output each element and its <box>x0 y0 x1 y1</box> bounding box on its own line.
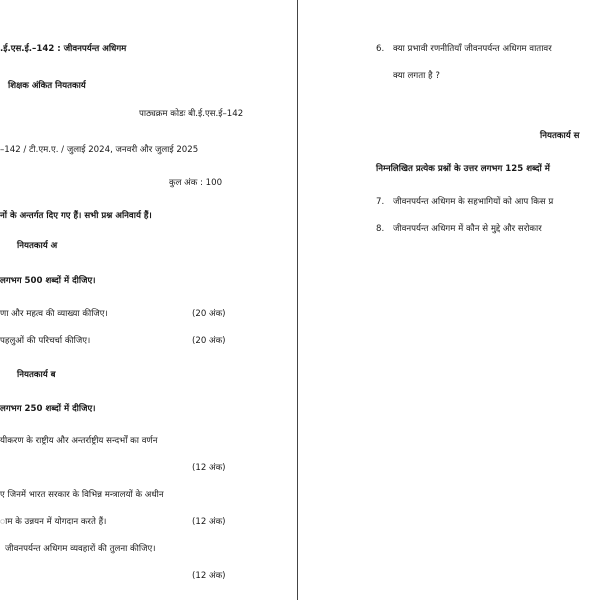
question-1-marks: (20 अंक) <box>192 309 226 319</box>
section-c-instruction: निम्नलिखित प्रत्येक प्रश्नों के उत्तर लगभग 125 शब्दों में <box>376 164 550 174</box>
question-5-line1: जीवनपर्यन्त अधिगम व्यवहारों की तुलना कीजिए। <box>5 544 156 554</box>
total-marks: कुल अंक : 100 <box>169 178 223 188</box>
question-7-text: जीवनपर्यन्त अधिगम के सहभागियों को आप किस प्र <box>393 197 554 207</box>
question-8-number: 8. <box>376 224 385 234</box>
question-4-line2: ाम के उन्नयन में योगदान करते हैं। <box>0 517 107 527</box>
page-divider <box>297 0 298 600</box>
question-6-line1: क्या प्रभावी रणनीतियाँ जीवनपर्यन्त अधिगम वातावर <box>393 44 552 54</box>
document-heading: .ई.एस.ई.–142 : जीवनपर्यन्त अधिगम <box>0 44 127 54</box>
question-2-text: पहलुओं की परिचर्चा कीजिए। <box>0 336 91 346</box>
assignment-code: –142 / टी.एम.ए. / जुलाई 2024, जनवरी और जुलाई 2025 <box>0 145 199 155</box>
document-subheading: शिक्षक अंकित नियतकार्य <box>8 81 86 91</box>
question-3-marks: (12 अंक) <box>192 463 226 473</box>
question-8-text: जीवनपर्यन्त अधिगम में कौन से मुद्दे और सरोकार <box>393 224 542 234</box>
section-c-title: नियतकार्य स <box>540 131 580 141</box>
question-6-number: 6. <box>376 44 385 54</box>
question-2-marks: (20 अंक) <box>192 336 226 346</box>
question-4-line1: ए जिनमें भारत सरकार के विभिन्न मन्त्रालयों के अधीन <box>0 490 164 500</box>
question-4-marks: (12 अंक) <box>192 517 226 527</box>
section-b-title: नियतकार्य ब <box>17 370 56 380</box>
question-5-marks: (12 अंक) <box>192 571 226 581</box>
course-code: पाठ्यक्रम कोडः बी.ई.एस.ई–142 <box>139 109 244 119</box>
section-b-instruction: लगभग 250 शब्दों में दीजिए। <box>0 404 96 414</box>
section-a-instruction: लगभग 500 शब्दों में दीजिए। <box>0 276 96 286</box>
question-6-line2: क्या लगता है ? <box>393 71 440 81</box>
section-a-title: नियतकार्य अ <box>17 241 58 251</box>
question-1-text: णा और महत्व की व्याख्या कीजिए। <box>0 309 108 319</box>
question-3-line1: यीकरण के राष्ट्रीय और अन्तर्राष्ट्रीय सन्दर्भों का वर्णन <box>0 436 158 446</box>
general-instruction: नों के अन्तर्गत दिए गए हैं। सभी प्रश्न अनिवार्य हैं। <box>0 211 152 221</box>
question-7-number: 7. <box>376 197 385 207</box>
